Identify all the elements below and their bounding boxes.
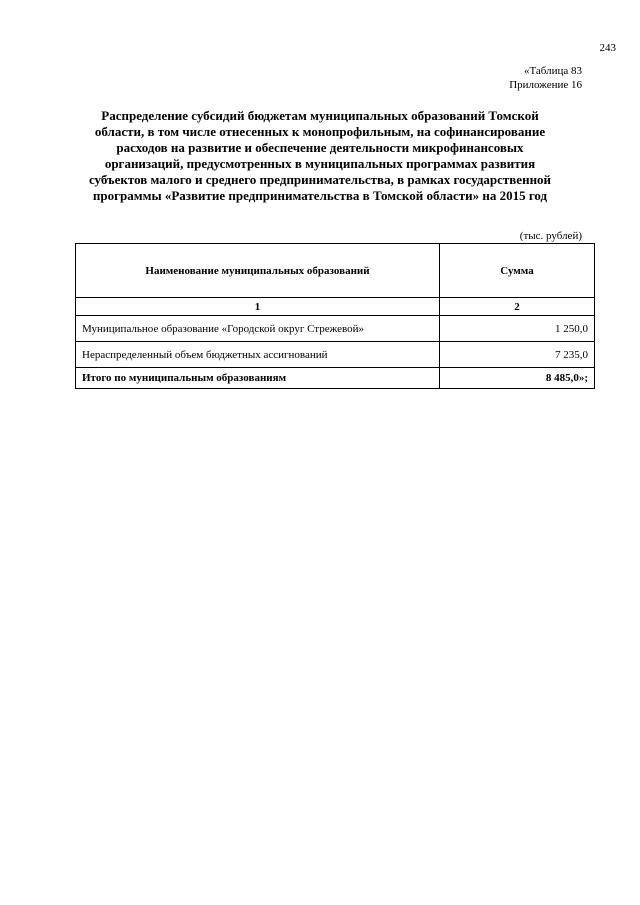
row-amount: 7 235,0 bbox=[440, 342, 595, 368]
row-municipality: Муниципальное образование «Городской округ Стрежевой» bbox=[76, 316, 440, 342]
row-municipality: Нераспределенный объем бюджетных ассигнований bbox=[76, 342, 440, 368]
total-label: Итого по муниципальным образованиям bbox=[76, 368, 440, 389]
title-line: области, в том числе отнесенных к монопрофильным, на софинансирование bbox=[94, 124, 546, 139]
title-line: расходов на развитие и обеспечение деятельности микрофинансовых bbox=[116, 140, 524, 155]
table-total-row bbox=[76, 368, 595, 389]
appendix-label: Приложение 16 bbox=[509, 79, 582, 91]
title-line: программы «Развитие предпринимательства в Томской области» на 2015 год bbox=[92, 188, 548, 203]
title-line: субъектов малого и среднего предпринимательства, в рамках государственной bbox=[88, 172, 552, 187]
reference-block bbox=[509, 64, 582, 92]
title-line: организаций, предусмотренных в муниципальных программах развития bbox=[104, 156, 536, 171]
total-amount: 8 485,0»; bbox=[440, 368, 595, 389]
column-number-1: 1 bbox=[76, 298, 440, 316]
header-municipality: Наименование муниципальных образований bbox=[76, 244, 440, 298]
column-number-row bbox=[76, 298, 595, 316]
units-label: (тыс. рублей) bbox=[519, 230, 582, 242]
table-header-row bbox=[76, 244, 595, 298]
column-number-2: 2 bbox=[440, 298, 595, 316]
table-label: «Таблица 83 bbox=[523, 65, 582, 77]
header-amount: Сумма bbox=[440, 244, 595, 298]
row-amount: 1 250,0 bbox=[440, 316, 595, 342]
table-row bbox=[76, 316, 595, 342]
subsidy-table bbox=[75, 243, 595, 389]
table-row bbox=[76, 342, 595, 368]
title-line: Распределение субсидий бюджетам муниципальных образований Томской bbox=[101, 108, 539, 123]
document-title bbox=[70, 108, 570, 204]
page-number: 243 bbox=[599, 42, 616, 54]
